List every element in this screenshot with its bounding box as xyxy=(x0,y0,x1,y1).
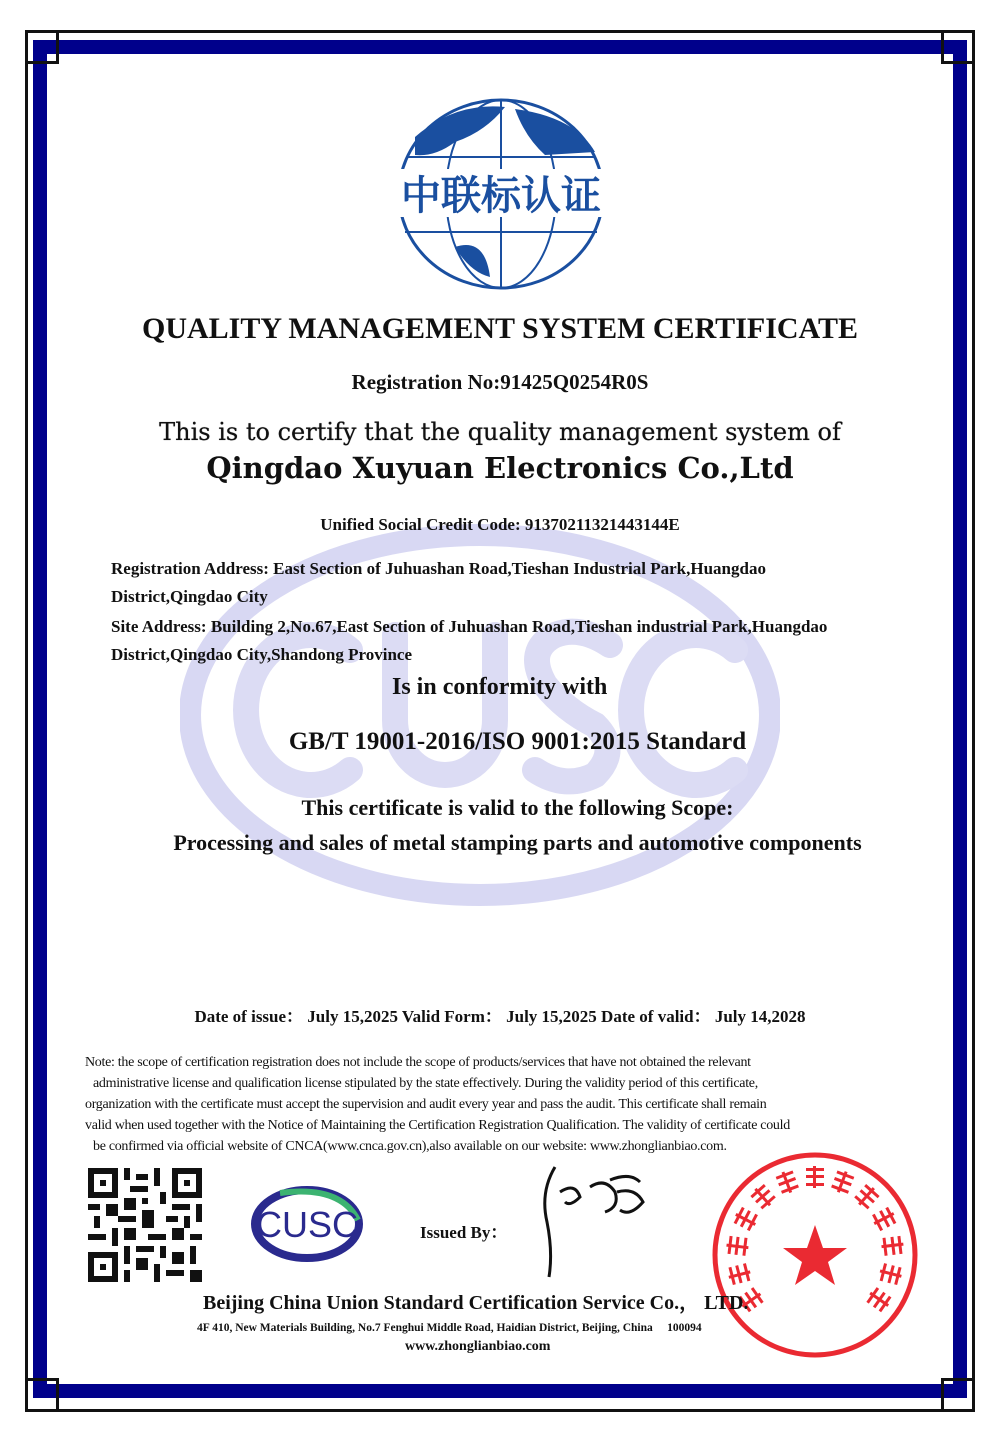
certify-statement: This is to certify that the quality management system of xyxy=(159,418,841,446)
issuer-address: 4F 410, New Materials Building, No.7 Fenghui Middle Road, Haidian District, Beijing, China 100094 xyxy=(197,1322,702,1334)
issuer-website[interactable]: www.zhonglianbiao.com xyxy=(405,1339,551,1354)
seal-glyph-mark xyxy=(853,1182,881,1210)
cusc-logo-text: CUSC xyxy=(255,1204,359,1245)
seal-glyph-mark xyxy=(749,1182,777,1210)
conformity-text: Is in conformity with xyxy=(392,674,608,700)
site-address xyxy=(111,613,827,669)
cusc-logo xyxy=(250,1185,365,1263)
corner-frame xyxy=(25,1378,59,1412)
seal-glyph-mark xyxy=(881,1236,905,1256)
note xyxy=(85,1052,945,1157)
corner-frame xyxy=(941,30,975,64)
company-seal xyxy=(710,1150,920,1360)
seal-glyph-mark xyxy=(878,1263,904,1286)
scope-intro: This certificate is valid to the following Scope: xyxy=(301,795,734,820)
note-line: Note: the scope of certification registration does not include the scope of products/services that have not obtained the relevant xyxy=(85,1055,751,1070)
blue-border-left xyxy=(33,40,47,1398)
globe-logo xyxy=(395,97,607,292)
seal-glyph-mark xyxy=(865,1286,893,1313)
note-line: organization with the certificate must accept the supervision and audit every year and pass the audit. This certificate shall remain xyxy=(85,1097,767,1112)
blue-border-right xyxy=(953,40,967,1398)
note-line: valid when used together with the Notice of Maintaining the Certification Registration Qualification. The validity of certificate could xyxy=(85,1118,790,1133)
validity-dates: Date of issue： July 15,2025 Valid Form： July 15,2025 Date of valid： July 14,2028 xyxy=(194,1007,806,1026)
reg-address-label: Registration Address: xyxy=(111,559,269,578)
registration-number: Registration No:91425Q0254R0S xyxy=(351,370,649,394)
standard-text: GB/T 19001-2016/ISO 9001:2015 Standard xyxy=(288,728,747,755)
signature xyxy=(535,1162,655,1282)
reg-address-line2: District,Qingdao City xyxy=(111,587,268,606)
note-line: be confirmed via official website of CNCA(www.cnca.gov.cn),also available on our website: www.zhonglianbiao.com. xyxy=(93,1139,727,1154)
site-address-line2: District,Qingdao City,Shandong Province xyxy=(111,645,412,664)
blue-border-bottom xyxy=(33,1384,967,1398)
seal-glyph-mark xyxy=(775,1169,800,1196)
corner-frame xyxy=(25,30,59,64)
credit-code: Unified Social Credit Code: 91370211321443144E xyxy=(320,515,680,534)
qr-code[interactable] xyxy=(88,1168,202,1282)
scope-text: Processing and sales of metal stamping parts and automotive components xyxy=(173,830,862,855)
corner-frame xyxy=(941,1378,975,1412)
logo-text: 中联标认证 xyxy=(401,173,601,219)
certificate-title: QUALITY MANAGEMENT SYSTEM CERTIFICATE xyxy=(142,312,858,345)
reg-address-line1: East Section of Juhuashan Road,Tieshan Industrial Park,Huangdao xyxy=(273,559,766,578)
seal-glyph-mark xyxy=(870,1206,898,1232)
seal-glyph-mark xyxy=(806,1166,824,1188)
issuer-name: Beijing China Union Standard Certification Service Co.， LTD. xyxy=(203,1292,749,1314)
issued-by-label: Issued By： xyxy=(420,1223,508,1242)
blue-border-top xyxy=(33,40,967,54)
seal-glyph-mark xyxy=(726,1236,750,1256)
registration-address xyxy=(111,555,766,611)
company-name: Qingdao Xuyuan Electronics Co.,Ltd xyxy=(206,451,794,485)
site-address-line1: Building 2,No.67,East Section of Juhuashan Road,Tieshan industrial Park,Huangdao xyxy=(210,617,828,636)
site-address-label: Site Address: xyxy=(111,617,207,636)
seal-glyph-mark xyxy=(732,1206,760,1232)
seal-glyph-mark xyxy=(727,1263,753,1286)
seal-glyph-mark xyxy=(830,1169,855,1196)
note-line: administrative license and qualification license stipulated by the state effectively. During the validity period of this certificate, xyxy=(93,1076,758,1091)
